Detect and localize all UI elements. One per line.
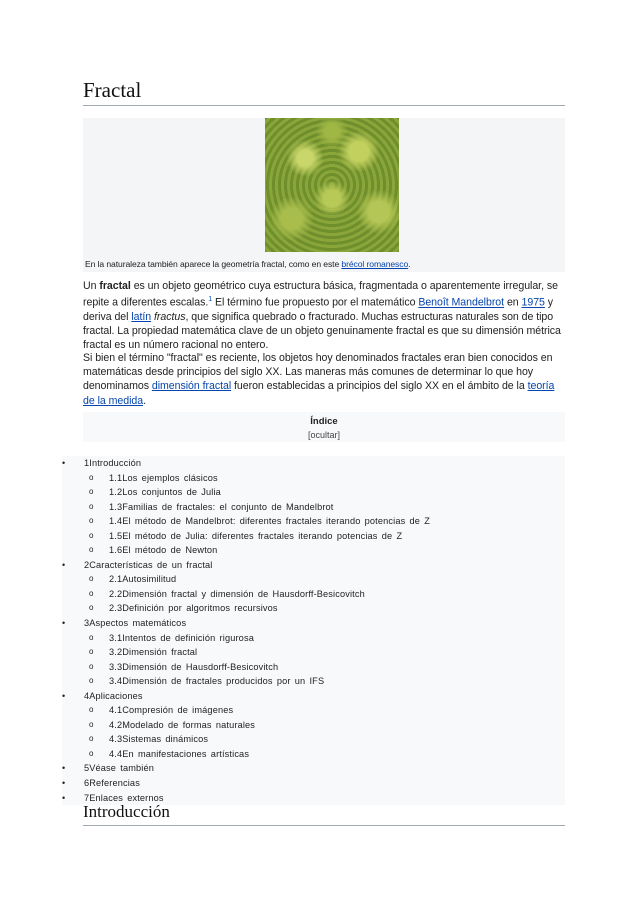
- toc-item[interactable]: [62, 558, 565, 573]
- romanesco-broccoli-photo: [265, 118, 399, 252]
- toc-item[interactable]: [62, 572, 565, 587]
- toc-item-label[interactable]: 3.1Intentos de definición rigurosa: [109, 632, 254, 643]
- toc-toggle-button[interactable]: [ocultar]: [307, 430, 340, 440]
- toc-item[interactable]: [62, 689, 565, 704]
- toc-item-label[interactable]: 1.3Familias de fractales: el conjunto de Mandelbrot: [109, 501, 334, 512]
- toc-item-label[interactable]: 1.4El método de Mandelbrot: diferentes fractales iterando potencias de Z: [109, 516, 431, 527]
- toc-item[interactable]: [62, 761, 565, 776]
- circle-bullet-icon: o: [89, 647, 94, 657]
- circle-bullet-icon: o: [89, 661, 94, 671]
- circle-bullet-icon: o: [89, 530, 94, 540]
- toc-item-label[interactable]: 3Aspectos matemáticos: [84, 618, 187, 629]
- circle-bullet-icon: o: [89, 719, 94, 729]
- link-latin[interactable]: latín: [131, 310, 152, 323]
- link-measure-theory[interactable]: teoría de la medida: [83, 380, 555, 407]
- toc-item-label[interactable]: 4Aplicaciones: [84, 690, 143, 701]
- toc-item[interactable]: [62, 543, 565, 558]
- circle-bullet-icon: o: [89, 545, 94, 555]
- toc-item[interactable]: [62, 703, 565, 718]
- toc-item[interactable]: [62, 631, 565, 646]
- toc-item-label[interactable]: 7Enlaces externos: [84, 792, 164, 803]
- toc-item[interactable]: [62, 514, 565, 529]
- toc-item-label[interactable]: 3.4Dimensión de fractales producidos por un IFS: [109, 676, 325, 687]
- toc-item-label[interactable]: 4.2Modelado de formas naturales: [109, 719, 256, 730]
- toc-item-label[interactable]: 2.3Definición por algoritmos recursivos: [109, 603, 278, 614]
- circle-bullet-icon: o: [89, 501, 94, 511]
- bullet-icon: •: [62, 559, 66, 570]
- toc-item-label[interactable]: 2.1Autosimilitud: [109, 574, 177, 585]
- toc-title: Índice: [310, 416, 338, 427]
- circle-bullet-icon: o: [89, 588, 94, 598]
- page-title: Fractal: [83, 78, 565, 106]
- caption-end: .: [408, 259, 411, 269]
- toc-item[interactable]: [62, 471, 565, 486]
- toc-item-label[interactable]: 2.2Dimensión fractal y dimensión de Hausdorff-Besicovitch: [109, 588, 365, 599]
- p1-text-5: y deriva del: [83, 296, 554, 323]
- circle-bullet-icon: o: [89, 632, 94, 642]
- link-fractal-dimension[interactable]: dimensión fractal: [151, 380, 232, 393]
- toc-item[interactable]: [62, 529, 565, 544]
- section-heading-introduccion: Introducción: [83, 802, 565, 826]
- link-1975[interactable]: 1975: [521, 296, 545, 309]
- caption-link-romanesco[interactable]: brécol romanesco: [341, 259, 409, 269]
- bullet-icon: •: [62, 690, 66, 701]
- toc-item[interactable]: [62, 601, 565, 616]
- toc-item[interactable]: [62, 718, 565, 733]
- toc-item[interactable]: [62, 500, 565, 515]
- caption-text: En la naturaleza también aparece la geometría fractal, como en este: [85, 259, 342, 269]
- toc-item-label[interactable]: 4.1Compresión de imágenes: [109, 705, 234, 716]
- p1-text-3: El término fue propuesto por el matemático: [212, 296, 419, 309]
- circle-bullet-icon: o: [89, 705, 94, 715]
- bullet-icon: •: [62, 792, 66, 803]
- toc-header: [83, 412, 565, 442]
- p1-bold-fractal: fractal: [99, 280, 131, 292]
- toc-item-label[interactable]: 6Referencias: [84, 778, 140, 789]
- intro-paragraph-2: [83, 351, 565, 408]
- circle-bullet-icon: o: [89, 603, 94, 613]
- toc-item[interactable]: [62, 616, 565, 631]
- toc-item-label[interactable]: 3.3Dimensión de Hausdorff-Besicovitch: [109, 661, 279, 672]
- toc-item[interactable]: [62, 674, 565, 689]
- toc-item[interactable]: [62, 645, 565, 660]
- p1-text-4: en: [504, 296, 522, 309]
- circle-bullet-icon: o: [89, 734, 94, 744]
- toc-list: [62, 456, 565, 805]
- bullet-icon: •: [62, 458, 66, 468]
- toc-item-label[interactable]: 2Características de un fractal: [84, 559, 213, 570]
- circle-bullet-icon: o: [89, 487, 94, 497]
- toc-item[interactable]: [62, 485, 565, 500]
- p1-text-2: es un objeto geométrico cuya estructura básica, fragmentada o aparentemente irregular, se repite a diferentes escalas.: [83, 280, 558, 309]
- toc-item-label[interactable]: 3.2Dimensión fractal: [109, 647, 198, 658]
- figure-caption: [85, 259, 565, 269]
- toc-item[interactable]: [62, 776, 565, 791]
- toc-item-label[interactable]: 1.2Los conjuntos de Julia: [109, 487, 221, 498]
- p1-text-1: Un: [83, 280, 100, 292]
- toc-item-label[interactable]: 1.1Los ejemplos clásicos: [109, 472, 218, 483]
- figure: [83, 118, 565, 272]
- circle-bullet-icon: o: [89, 574, 94, 584]
- toc-item[interactable]: [62, 732, 565, 747]
- intro-paragraph-1: [83, 279, 565, 353]
- p2-text-1: Si bien el término "fractal" es reciente, los objetos hoy denominados fractales eran bien conocidos en matemáticas desde principios del siglo XX. Las maneras más comunes de determinar lo que hoy denominamos: [83, 352, 553, 393]
- toc-item-label[interactable]: 4.4En manifestaciones artísticas: [109, 748, 250, 759]
- toc-item-label[interactable]: 1Introducción: [84, 458, 142, 468]
- bullet-icon: •: [62, 778, 66, 789]
- toc-item[interactable]: [62, 747, 565, 762]
- bullet-icon: •: [62, 618, 66, 629]
- toc-item[interactable]: [62, 660, 565, 675]
- circle-bullet-icon: o: [89, 676, 94, 686]
- p1-text-7: , que significa quebrado o fracturado. Muchas estructuras naturales son de tipo fractal. La propiedad matemática clave de un objeto genuinamente fractal es que su dimensión métrica fractal es un número racional no entero.: [83, 310, 561, 352]
- toc-item-label[interactable]: 5Véase también: [84, 763, 154, 774]
- toc-item-label[interactable]: 4.3Sistemas dinámicos: [109, 734, 209, 745]
- link-mandelbrot[interactable]: Benoît Mandelbrot: [418, 296, 505, 309]
- p2-text-3: .: [143, 394, 146, 407]
- circle-bullet-icon: o: [89, 472, 94, 482]
- toc-item[interactable]: [62, 456, 565, 471]
- toc-item-label[interactable]: 1.6El método de Newton: [109, 545, 218, 556]
- bullet-icon: •: [62, 763, 66, 774]
- p1-italic-fractus: fractus: [154, 310, 186, 323]
- p2-text-2: fueron establecidas a principios del siglo XX en el ámbito de la: [231, 380, 528, 393]
- circle-bullet-icon: o: [89, 748, 94, 758]
- toc-item[interactable]: [62, 587, 565, 602]
- toc-item-label[interactable]: 1.5El método de Julia: diferentes fractales iterando potencias de Z: [109, 530, 403, 541]
- reference-link[interactable]: 1: [208, 296, 213, 304]
- circle-bullet-icon: o: [89, 516, 94, 526]
